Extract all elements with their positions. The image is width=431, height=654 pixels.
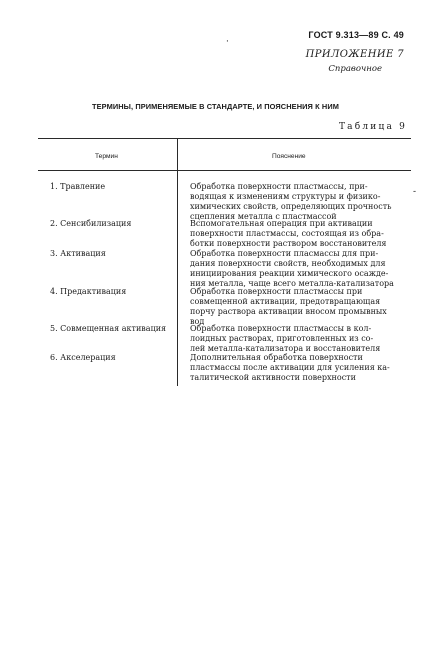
explanation-line: Обработка поверхности пласмассы для при-	[190, 249, 379, 258]
explanation-etching	[190, 182, 408, 222]
appendix-title: ПРИЛОЖЕНИЕ 7	[305, 49, 404, 60]
term-combined-activation: 5. Совмещенная активация	[50, 324, 167, 333]
explanation-line: порчу раствора активации вносом промывных	[190, 307, 387, 316]
column-header-term: Термин	[95, 153, 118, 160]
explanation-line: инициирования реакции химического осажде-	[190, 269, 389, 278]
explanation-line: ния металла, чаще всего металла-катализатора	[190, 279, 394, 288]
explanation-line: талитической активности поверхности	[190, 373, 356, 382]
page-header: ГОСТ 9.313—89 С. 49	[308, 30, 404, 40]
explanation-line: совмещенной активации, предотвращающая	[190, 297, 381, 306]
term-acceleration: 6. Акселерация	[50, 353, 116, 362]
explanation-line: водящая к изменениям структуры и физико-	[190, 192, 381, 201]
table-column-divider	[177, 138, 178, 386]
term-activation: 3. Активация	[50, 249, 106, 258]
explanation-line: лоидных растворах, приготовленных из со-	[190, 334, 374, 343]
explanation-line: Дополнительная обработка поверхности	[190, 353, 363, 362]
table-header-rule	[38, 170, 411, 171]
term-sensitization: 2. Сенсибилизация	[50, 219, 132, 228]
explanation-line: лей металла-катализатора и восстановителя	[190, 344, 381, 353]
term-preactivation: 4. Предактивация	[50, 287, 127, 296]
explanation-line: поверхности пластмассы, состоящая из обра-	[190, 229, 384, 238]
document-title: ТЕРМИНЫ, ПРИМЕНЯЕМЫЕ В СТАНДАРТЕ, И ПОЯСНЕНИЯ К НИМ	[92, 102, 339, 111]
explanation-line: Вспомогательная операция при активации	[190, 219, 373, 228]
explanation-line: ботки поверхности раствором восстановителя	[190, 239, 387, 248]
explanation-line: Обработка поверхности пластмассы, при-	[190, 182, 368, 191]
explanation-sensitization	[190, 219, 408, 249]
explanation-line: дания поверхности свойств, необходимых для	[190, 259, 386, 268]
explanation-combined-activation	[190, 324, 408, 354]
explanation-preactivation	[190, 287, 408, 327]
appendix-subtitle: Справочное	[328, 64, 382, 74]
scan-speck: -	[413, 187, 417, 197]
column-header-explanation: Пояснение	[272, 153, 306, 160]
term-etching: 1. Травление	[50, 182, 106, 191]
explanation-acceleration	[190, 353, 408, 383]
scan-speck: ·	[226, 37, 229, 47]
table-top-rule	[38, 138, 411, 139]
explanation-line: Обработка поверхности пластмассы в кол-	[190, 324, 372, 333]
explanation-line: химических свойств, определяющих прочность	[190, 202, 392, 211]
explanation-line: пластмассы после активации для усиления ка-	[190, 363, 390, 372]
explanation-line: Обработка поверхности пластмассы при	[190, 287, 363, 296]
explanation-activation	[190, 249, 408, 289]
explanation-line: сцепления металла с пластмассой	[190, 212, 337, 221]
table-label: Таблица 9	[338, 122, 407, 132]
explanation-line: вод	[190, 317, 205, 326]
